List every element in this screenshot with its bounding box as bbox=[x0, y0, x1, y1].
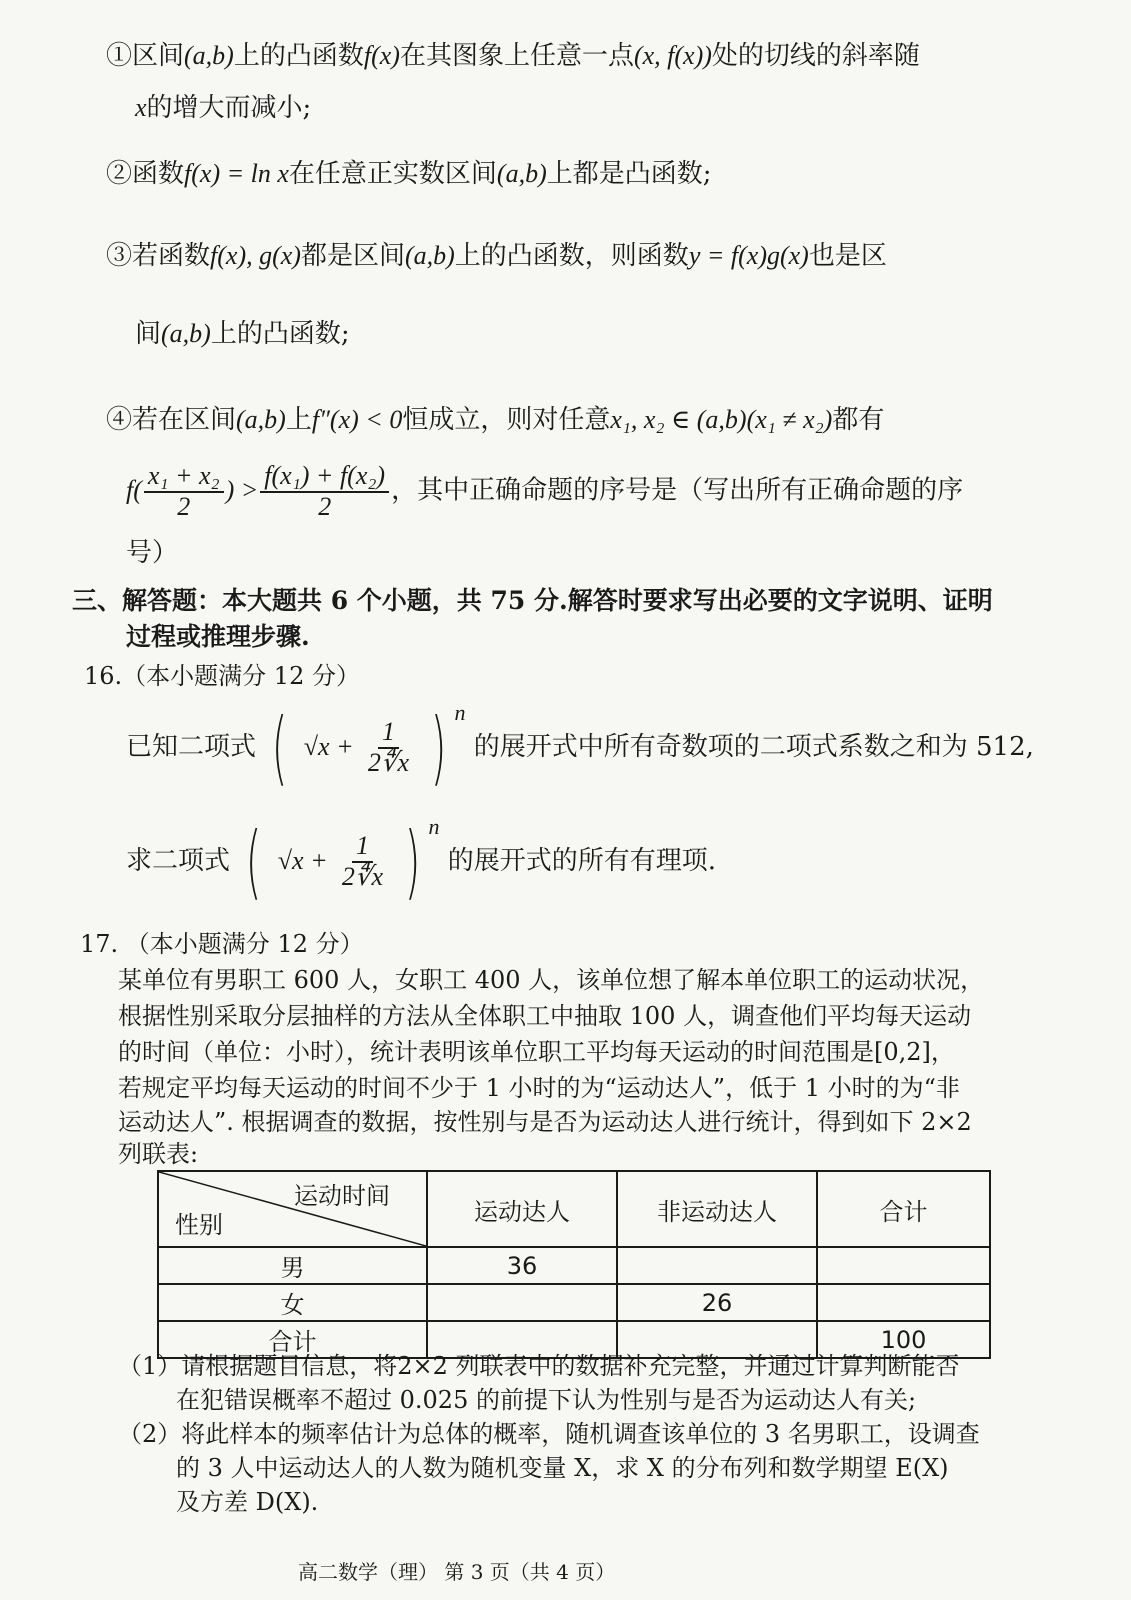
question-17-part-1-line-1: （1）请根据题目信息，将2×2 列联表中的数据补充完整，并通过计算判断能否 bbox=[118, 1352, 960, 1380]
question-17-part-2-line-2: 的 3 人中运动达人的人数为随机变量 X，求 X 的分布列和数学期望 E(X) bbox=[176, 1454, 949, 1482]
page-footer: 高二数学（理） 第 3 页（共 4 页） bbox=[298, 1560, 616, 1584]
table-row bbox=[158, 1284, 990, 1321]
row-label-female: 女 bbox=[158, 1284, 427, 1321]
cell bbox=[817, 1284, 990, 1321]
question-17-line-3: 的时间（单位：小时），统计表明该单位职工平均每天运动的时间范围是[0,2]， bbox=[118, 1038, 955, 1066]
fraction-mean-f: $\frac{\text{f(x₁) + f(x₂)}}{2}$ bbox=[260, 462, 389, 521]
proposition-4-line-3: 号） bbox=[126, 538, 179, 568]
left-paren: ( bbox=[246, 815, 262, 908]
proposition-1-line-2: x的增大而减小; bbox=[135, 93, 312, 123]
proposition-3-line-2: 间(a,b)上的凸函数; bbox=[135, 319, 350, 349]
proposition-2: ②函数f(x) = ln x在任意正实数区间(a,b)上都是凸函数; bbox=[106, 159, 712, 189]
section-3-title-cont: 过程或推理步骤. bbox=[126, 622, 310, 651]
col-header-active: 运动达人 bbox=[427, 1171, 617, 1247]
col-header-total: 合计 bbox=[817, 1171, 990, 1247]
cell bbox=[617, 1247, 817, 1284]
cell: 100 bbox=[817, 1321, 990, 1358]
fraction-mean-x: $\frac{\text{x₁ + x₂}}{2}$ bbox=[144, 462, 224, 521]
right-paren: ) bbox=[405, 815, 421, 908]
proposition-3-line-1: ③若函数f(x), g(x)都是区间(a,b)上的凸函数，则函数y = f(x)g(x)也是区 bbox=[106, 241, 887, 271]
row-label-total: 合计 bbox=[158, 1321, 427, 1358]
question-16-line-2: 求二项式 ( √x + $\frac{1}{2∜x}$ ) $^n$ 的展开式的所有有理项. bbox=[126, 814, 717, 908]
proposition-4-line-2: f( $\frac{\text{x₁ + x₂}}{2}$ ) > $\frac{\text{f(x₁) + f(x₂)}}{2}$ ，其中正确命题的序号是（写出所有正确命题的序 bbox=[126, 461, 964, 521]
question-17-line-1: 某单位有男职工 600 人，女职工 400 人，该单位想了解本单位职工的运动状况， bbox=[118, 966, 985, 994]
right-paren: ) bbox=[431, 701, 447, 794]
binomial-fraction: $\frac{1}{2∜x}$ bbox=[341, 831, 383, 891]
contingency-table bbox=[157, 1170, 991, 1359]
question-16-line-1: 已知二项式 ( √x + $\frac{1}{2∜x}$ ) $^n$ 的展开式中所有奇数项的二项式系数之和为 512, bbox=[126, 700, 1034, 794]
question-17-part-1-line-2: 在犯错误概率不超过 0.025 的前提下认为性别与是否为运动达人有关; bbox=[176, 1386, 917, 1414]
col-header-inactive: 非运动达人 bbox=[617, 1171, 817, 1247]
cell bbox=[427, 1284, 617, 1321]
corner-label-time: 运动时间 bbox=[294, 1182, 390, 1210]
row-label-male: 男 bbox=[158, 1247, 427, 1284]
question-17-line-4: 若规定平均每天运动的时间不少于 1 小时的为“运动达人”，低于 1 小时的为“非 bbox=[118, 1074, 960, 1102]
question-17-line-2: 根据性别采取分层抽样的方法从全体职工中抽取 100 人，调查他们平均每天运动 bbox=[118, 1002, 972, 1030]
section-3-title: 三、解答题：本大题共 6 个小题，共 75 分.解答时要求写出必要的文字说明、证明 bbox=[72, 586, 993, 615]
left-paren: ( bbox=[272, 701, 288, 794]
cell: 36 bbox=[427, 1247, 617, 1284]
cell: 26 bbox=[617, 1284, 817, 1321]
question-17-line-5: 运动达人”. 根据调查的数据，按性别与是否为运动达人进行统计，得到如下 2×2 bbox=[118, 1108, 972, 1136]
question-17-line-6: 列联表: bbox=[118, 1140, 199, 1168]
question-17-part-2-line-3: 及方差 D(X). bbox=[176, 1488, 319, 1516]
proposition-1-line-1: ①区间(a,b)上的凸函数f(x)在其图象上任意一点(x, f(x))处的切线的斜率随 bbox=[106, 41, 920, 71]
question-16-heading: 16.（本小题满分 12 分） bbox=[84, 662, 360, 690]
question-17-heading: 17. （本小题满分 12 分） bbox=[80, 930, 364, 958]
question-17-part-2-line-1: （2）将此样本的频率估计为总体的概率，随机调查该单位的 3 名男职工，设调查 bbox=[118, 1420, 980, 1448]
table-corner-header bbox=[158, 1171, 427, 1247]
binomial-fraction: $\frac{1}{2∜x}$ bbox=[367, 717, 409, 777]
cell bbox=[817, 1247, 990, 1284]
proposition-4-line-1: ④若在区间(a,b)上f″(x) < 0恒成立，则对任意x₁, x₂ ∈ (a,b)(x₁ ≠ x₂)都有 bbox=[106, 405, 885, 435]
corner-label-gender: 性别 bbox=[175, 1211, 223, 1239]
table-row bbox=[158, 1247, 990, 1284]
